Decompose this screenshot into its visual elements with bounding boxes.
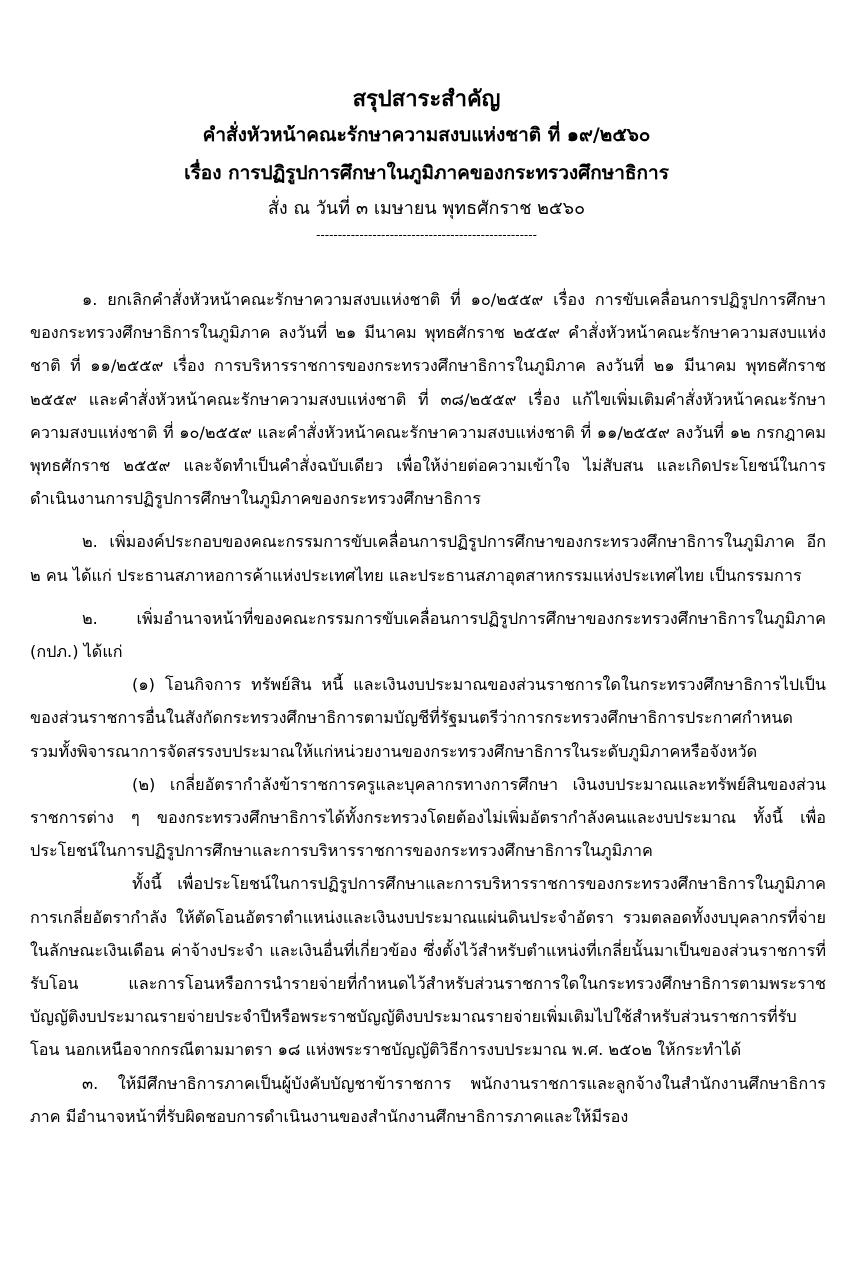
paragraph-2: ๒. เพิ่มองค์ประกอบของคณะกรรมการขับเคลื่อนการปฏิรูปการศึกษาของกระทรวงศึกษาธิการในภูมิภาค อีก ๒ คน ได้แก่ ประธานสภาหอการค้าแห่งประเทศไทย และประธานสภาอุตสาหกรรมแห่งประเทศไทย เป็นกรรมการ xyxy=(30,532,826,585)
document-title: สรุปสาระสำคัญ xyxy=(352,87,501,112)
paragraph-4: ๓. ให้มีศึกษาธิการภาคเป็นผู้บังคับบัญชาข้าราชการ พนักงานราชการและลูกจ้างในสำนักงานศึกษาธิการภาค มีอำนาจหน้าที่รับผิดชอบการดำเนินงานของสำนักงานศึกษาธิการภาคและให้มีรอง xyxy=(30,1073,826,1126)
document-header xyxy=(0,84,853,244)
paragraph-3-item-2: (๒) เกลี่ยอัตรากำลังข้าราชการครูและบุคลากรทางการศึกษา เงินงบประมาณและทรัพย์สินของส่วนราชการต่าง ๆ ของกระทรวงศึกษาธิการได้ทั้งกระทรวงโดยต้องไม่เพิ่มอัตรากำลังคนและงบประมาณ ทั้งนี้ เพื่อประโยชน์ในการปฏิรูปการศึกษาและการบริหารราชการของกระทรวงศึกษาธิการในภูมิภาค xyxy=(30,774,826,861)
paragraph-3: ๒. เพิ่มอำนาจหน้าที่ของคณะกรรมการขับเคลื่อนการปฏิรูปการศึกษาของกระทรวงศึกษาธิการในภูมิภาค (กปภ.) ได้แก่ xyxy=(30,608,826,662)
date-line: สั่ง ณ วันที่ ๓ เมษายน พุทธศักราช ๒๕๖๐ xyxy=(267,198,586,219)
divider-line: --------------------------------------------------- xyxy=(316,228,537,242)
document-body xyxy=(30,283,826,1133)
paragraph-1: ๑. ยกเลิกคำสั่งหัวหน้าคณะรักษาความสงบแห่งชาติ ที่ ๑๐/๒๕๕๙ เรื่อง การขับเคลื่อนการปฏิรูปการศึกษาของกระทรวงศึกษาธิการในภูมิภาค ลงวันที่ ๒๑ มีนาคม พุทธศักราช ๒๕๕๙ คำสั่งหัวหน้าคณะรักษาความสงบแห่งชาติ ที่ ๑๑/๒๕๕๙ เรื่อง การบริหารราชการของกระทรวงศึกษาธิการในภูมิภาค ลงวันที่ ๒๑ มีนาคม พุทธศักราช ๒๕๕๙ และคำสั่งหัวหน้าคณะรักษาความสงบแห่งชาติ ที่ ๓๘/๒๕๕๙ เรื่อง แก้ไขเพิ่มเติมคำสั่งหัวหน้าคณะรักษาความสงบแห่งชาติ ที่ ๑๐/๒๕๕๙ และคำสั่งหัวหน้าคณะรักษาความสงบแห่งชาติ ที่ ๑๑/๒๕๕๙ ลงวันที่ ๑๒ กรกฎาคม พุทธศักราช ๒๕๕๙ และจัดทำเป็นคำสั่งฉบับเดียว เพื่อให้ง่ายต่อความเข้าใจ ไม่สับสน และเกิดประโยชน์ในการดำเนินงานการปฏิรูปการศึกษาในภูมิภาคของกระทรวงศึกษาธิการ xyxy=(30,290,826,509)
subject-line: เรื่อง การปฏิรูปการศึกษาในภูมิภาคของกระทรวงศึกษาธิการ xyxy=(184,162,669,184)
order-number-line: คำสั่งหัวหน้าคณะรักษาความสงบแห่งชาติ ที่ ๑๙/๒๕๖๐ xyxy=(202,124,651,146)
paragraph-3-item-1: (๑) โอนกิจการ ทรัพย์สิน หนี้ และเงินงบประมาณของส่วนราชการใดในกระทรวงศึกษาธิการไปเป็นของส่วนราชการอื่นในสังกัดกระทรวงศึกษาธิการตามบัญชีที่รัฐมนตรีว่าการกระทรวงศึกษาธิการประกาศกำหนด รวมทั้งพิจารณาการจัดสรรงบประมาณให้แก่หน่วยงานของกระทรวงศึกษาธิการในระดับภูมิภาคหรือจังหวัด xyxy=(30,675,826,761)
paragraph-3-note: ทั้งนี้ เพื่อประโยชน์ในการปฏิรูปการศึกษาและการบริหารราชการของกระทรวงศึกษาธิการในภูมิภาค การเกลี่ยอัตรากำลัง ให้ตัดโอนอัตราตำแหน่งและเงินงบประมาณแผ่นดินประจำอัตรา รวมตลอดทั้งงบบุคลากรที่จ่ายในลักษณะเงินเดือน ค่าจ้างประจำ และเงินอื่นที่เกี่ยวข้อง ซึ่งตั้งไว้สำหรับตำแหน่งที่เกลี่ยนั้นมาเป็นของส่วนราชการที่รับโอน และการโอนหรือการนำรายจ่ายที่กำหนดไว้สำหรับส่วนราชการใดในกระทรวงศึกษาธิการตามพระราชบัญญัติงบประมาณรายจ่ายประจำปีหรือพระราชบัญญัติงบประมาณรายจ่ายเพิ่มเติมไปใช้สำหรับส่วนราชการที่รับโอน นอกเหนือจากกรณีตามมาตรา ๑๘ แห่งพระราชบัญญัติวิธีการงบประมาณ พ.ศ. ๒๕๐๒ ให้กระทำได้ xyxy=(30,874,826,1060)
